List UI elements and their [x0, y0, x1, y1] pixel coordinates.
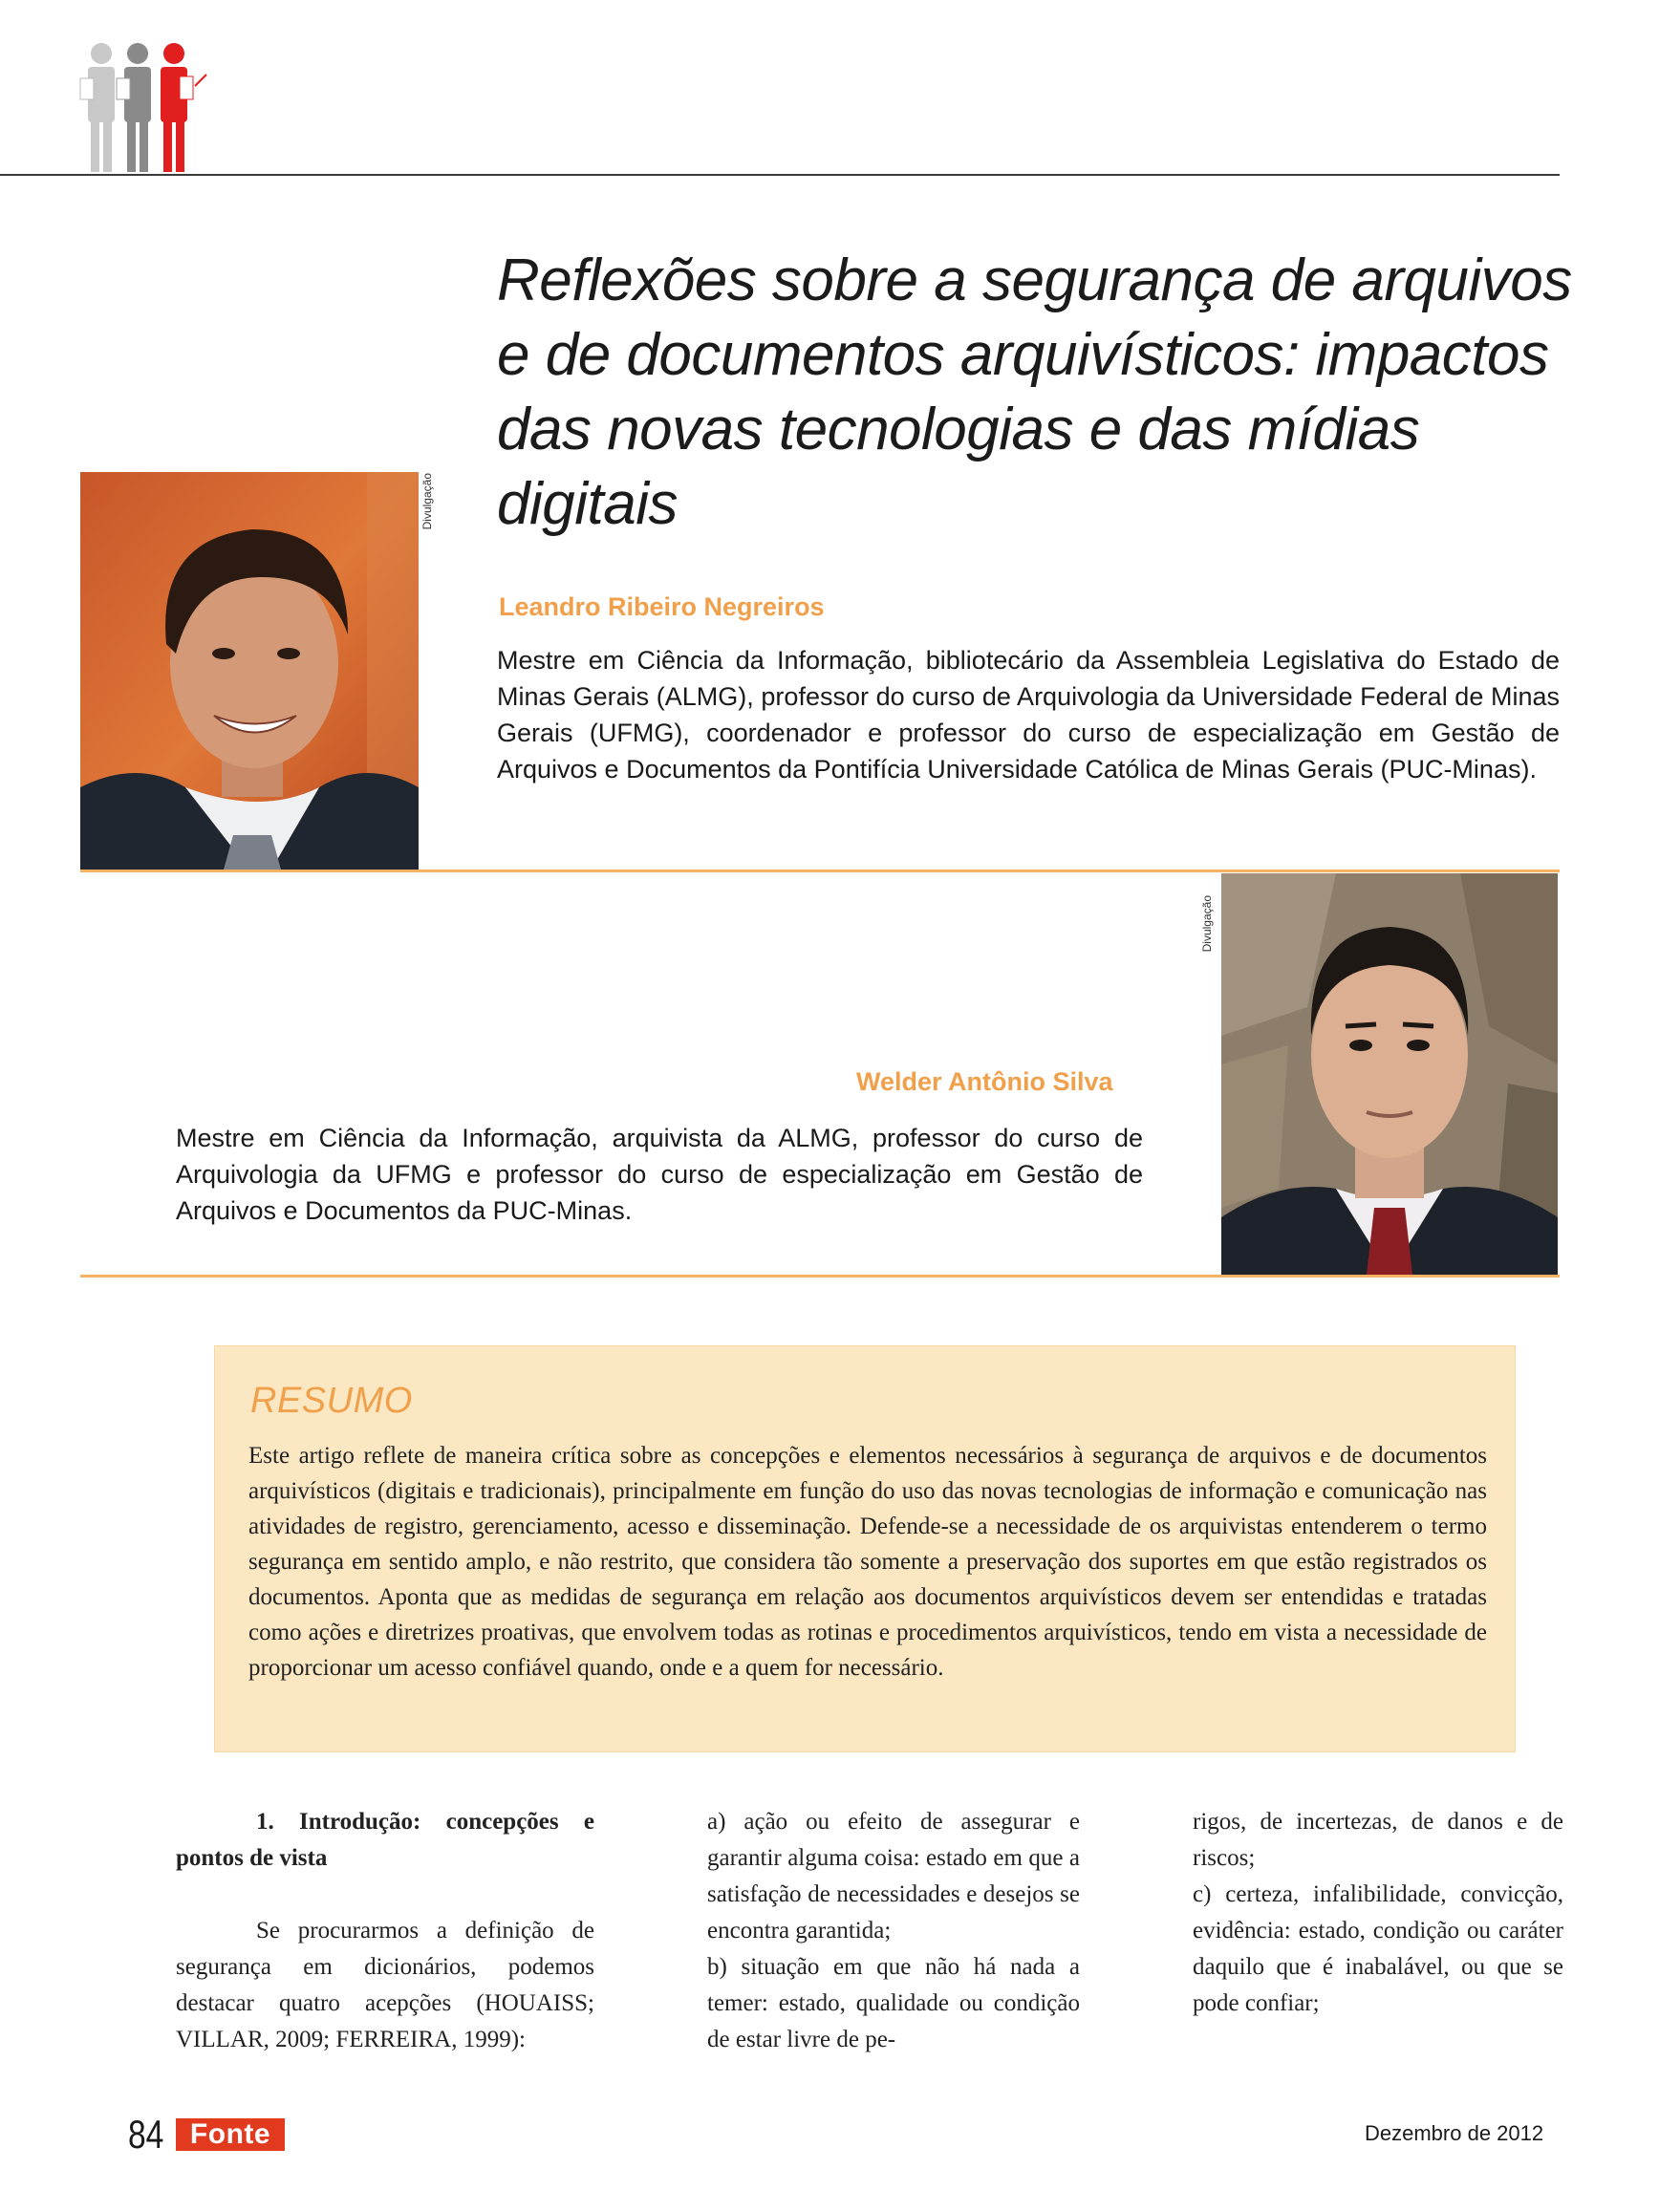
definition-c: c) certeza, infalibilidade, convicção, evidência: estado, condição ou caráter daquilo que é inabalável, ou que se pode confiar; [1193, 1881, 1563, 2016]
section-heading: 1. Introdução: concepções e pontos de vista [176, 1809, 594, 1871]
body-column-1 [176, 1804, 594, 2058]
photo-credit-1: Divulgação [420, 473, 434, 530]
abstract-heading: RESUMO [250, 1381, 413, 1421]
author-bio-2: Mestre em Ciência da Informação, arquivista da ALMG, professor do curso de Arquivologia da UFMG e professor do curso de especialização em Gestão de Arquivos e Documentos da PUC-Minas. [176, 1124, 1143, 1225]
body-column-3 [1193, 1804, 1563, 2022]
issue-date: Dezembro de 2012 [1365, 2121, 1544, 2145]
page-number: 84 [128, 2112, 164, 2157]
author-name-2: Welder Antônio Silva [856, 1067, 1113, 1096]
author-photo-2 [1221, 873, 1558, 1275]
photo-credit-2: Divulgação [1200, 895, 1214, 953]
definition-b-continued: rigos, de incertezas, de danos e de riscos; [1193, 1809, 1563, 1871]
definition-a: a) ação ou efeito de assegurar e garantir alguma coisa: estado em que a satisfação de necessidades e desejos se encontra garantida; [707, 1809, 1080, 1944]
author-name-1: Leandro Ribeiro Negreiros [499, 592, 825, 621]
definition-b: b) situação em que não há nada a temer: estado, qualidade ou condição de estar livre de pe- [707, 1954, 1080, 2052]
header-rule [0, 174, 1560, 176]
author-photo-1 [80, 472, 419, 870]
author-bio-1: Mestre em Ciência da Informação, bibliotecário da Assembleia Legislativa do Estado de Minas Gerais (ALMG), professor do curso de Arquivologia da Universidade Federal de Minas Gerais (UFMG), coordenador e professor do curso de especialização em Gestão de Arquivos e Documentos da Pontifícia Universidade Católica de Minas Gerais (PUC-Minas). [497, 646, 1560, 784]
magazine-logo: Fonte [176, 2118, 285, 2151]
figure-icon-light [80, 43, 115, 172]
figure-icon-red [161, 43, 206, 172]
abstract-text: Este artigo reflete de maneira crítica sobre as concepções e elementos necessários à segurança de arquivos e de documentos arquivísticos (digitais e tradicionais), principalmente em função do uso das novas tecnologias de informação e comunicação nas atividades de registro, gerenciamento, acesso e disseminação. Defende-se a necessidade de os arquivistas entenderem o termo segurança em sentido amplo, e não restrito, que considera tão somente a preservação dos suportes em que estão registrados os documentos. Aponta que as medidas de segurança em relação aos documentos arquivísticos devem ser entendidas e tratadas como ações e diretrizes proativas, que envolvem todas as rotinas e procedimentos arquivísticos, tendo em vista a necessidade de proporcionar um acesso confiável quando, onde e a quem for necessário. [248, 1443, 1487, 1681]
article-title: Reflexões sobre a segurança de arquivos e de documentos arquivísticos: impactos das novas tecnologias e das mídias digitais [497, 247, 1572, 537]
body-column-2 [707, 1804, 1080, 2058]
intro-paragraph: Se procurarmos a definição de segurança em dicionários, podemos destacar quatro acepções (HOUAISS; VILLAR, 2009; FERREIRA, 1999): [176, 1918, 594, 2052]
magazine-section-logo [78, 40, 222, 174]
author-divider-1 [80, 870, 1560, 872]
figure-icon-dark [117, 43, 151, 172]
author-divider-2 [80, 1275, 1560, 1278]
